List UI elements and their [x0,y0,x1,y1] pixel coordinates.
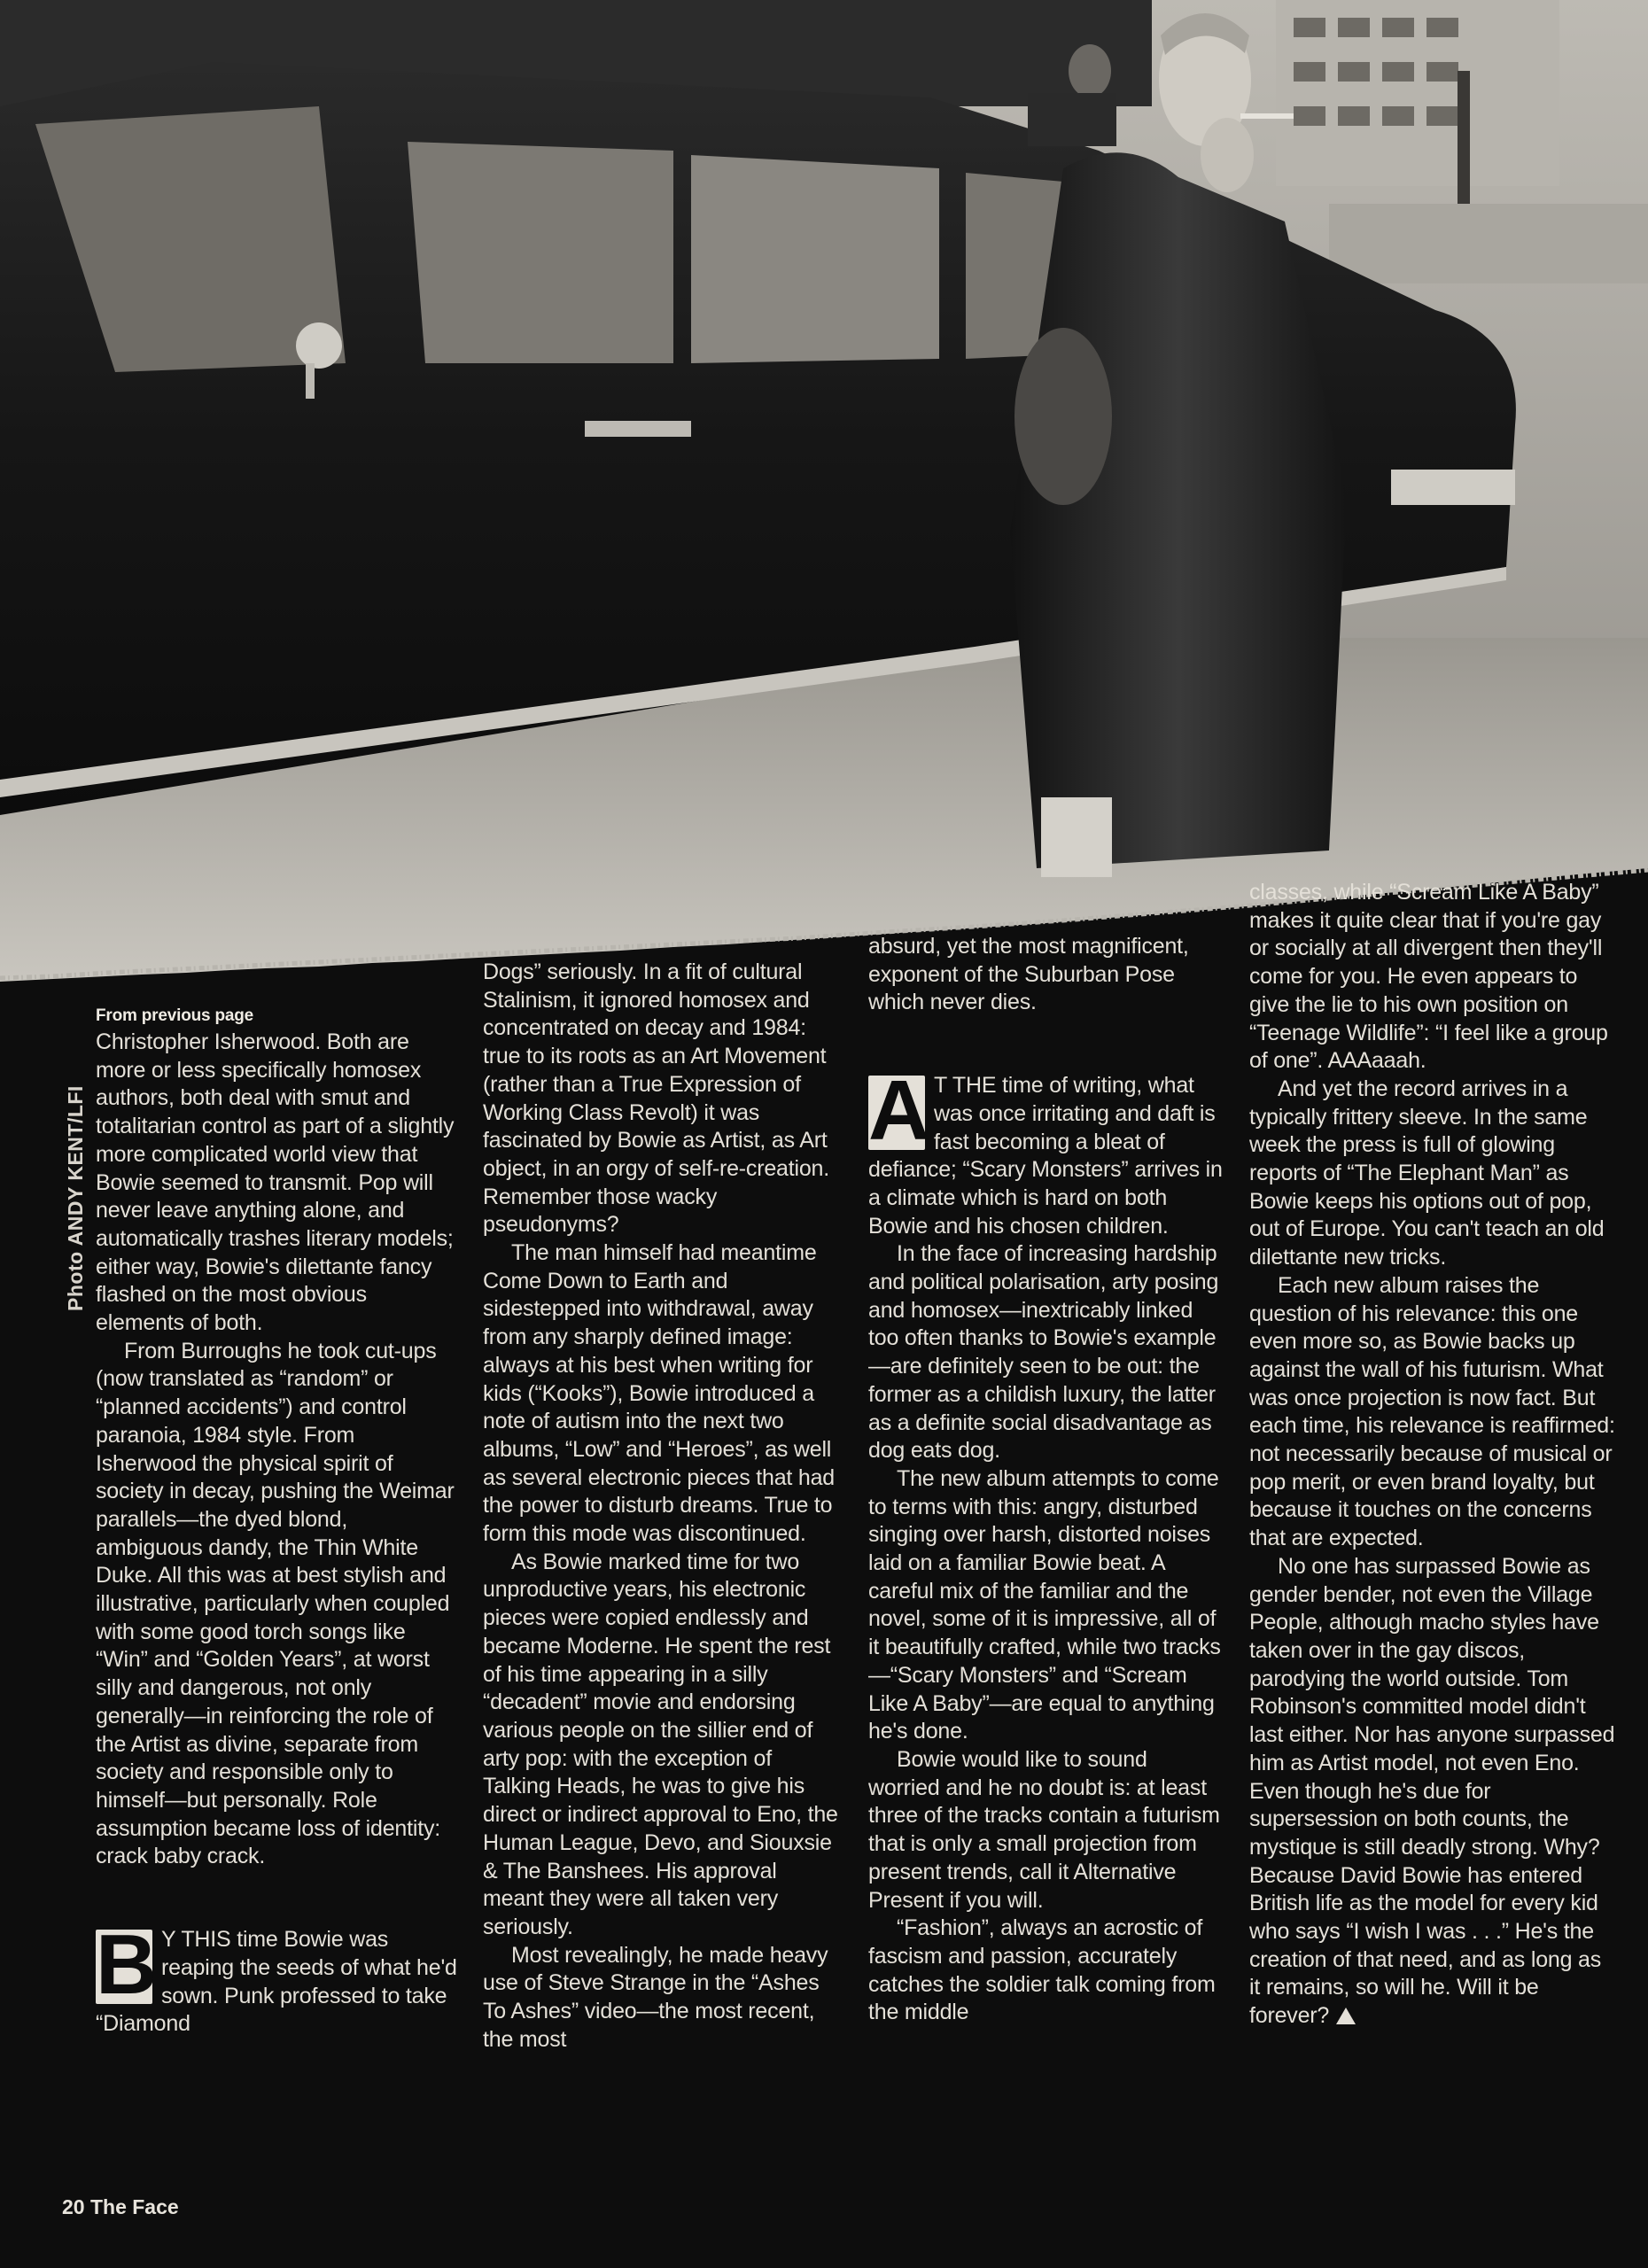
col3-paragraph-4: The new album attempts to come to terms with this: angry, disturbed singing over harsh, distorted noises laid on a familiar Bowie beat. A careful mix of the familiar and the novel, some of it is impressive, all of it beautifully crafted, while two tracks—“Scary Monsters” and “Scream Like A Baby”—are equal to anything he's done. [868,1465,1221,1744]
col4-paragraph-4 [1249,1553,1617,2031]
col2-paragraph-2: The man himself had meantime Come Down to Earth and sidestepped into withdrawal, away from any sharply defined image: always at his best when writing for kids (“Kooks”), Bowie introduced a note of autism into the next two albums, “Low” and “Heroes”, as well as several electronic pieces that had the power to disturb dreams. True to form this mode was discontinued. [483,1240,835,1547]
continued-label: From previous page [96,1006,253,1025]
col1-paragraph-3 [96,1917,459,2039]
column-2 [483,959,842,2054]
end-triangle-icon [1336,2008,1356,2024]
column-1 [96,1006,459,2039]
drop-cap-b: B [96,1917,158,2013]
col3-paragraph-5: Bowie would like to sound worried and he no doubt is: at least three of the tracks contain a futurism that is only a small projection from present trends, call it Alternative Present if you will. [868,1746,1220,1913]
col3-paragraph-3: In the face of increasing hardship and political polarisation, arty posing and homosex—inextricably linked too often thanks to Bowie's example—are definitely seen to be out: the former as a childish luxury, the latter as a definite social disadvantage as dog eats dog. [868,1241,1219,1464]
col3-paragraph-2-text: T THE time of writing, what was once irritating and daft is fast becoming a bleat of defiance; “Scary Monsters” arrives in a climate which is hard on both Bowie and his chosen children. [868,1073,1223,1239]
col4-paragraph-3: Each new album raises the question of his relevance: this one even more so, as Bowie backs up against the wall of his futurism. What was once projection is now fact. But each time, his relevance is reaffirmed: not necessarily because of musical or pop merit, or even brand loyalty, but because it touches on the concerns that are expected. [1249,1272,1615,1551]
col3-paragraph-2 [868,1063,1223,1240]
drop-cap-a: A [868,1063,930,1159]
col1-paragraph-3-text: Y THIS time Bowie was reaping the seeds of what he'd sown. Punk professed to take “Diamond [96,1927,457,2037]
col4-paragraph-4-text: No one has surpassed Bowie as gender bender, not even the Village People, although macho styles have taken over in the gay discos, parodying the world outside. Tom Robinson's committed model didn't last either. Nor has anyone surpassed him as Artist model, not even Eno. Even though he's due for supersession on both counts, the mystique is still deadly strong. Why? Because David Bowie has entered British life as the model for every kid who says “I wish I was . . .” He's the creation of that need, and as long as it remains, so will he. Will it be forever? [1249,1553,1615,2029]
column-4 [1249,879,1617,2031]
col2-paragraph-4: Most revealingly, he made heavy use of Steve Strange in the “Ashes To Ashes” video—the most recent, the most [483,1942,828,2052]
col1-paragraph-2: From Burroughs he took cut-ups (now translated as “random” or “planned accidents”) and control paranoia, 1984 style. From Isherwood the physical spirit of society in decay, pushing the Weimar parallels—the dyed blond, ambiguous dandy, the Thin White Duke. All this was at best stylish and illustrative, particularly when coupled with some good torch songs like “Win” and “Golden Years”, at worst silly and dangerous, not only generally—in reinforcing the role of the Artist as divine, separate from society and responsible only to himself—but personally. Role assumption became loss of identity: crack baby crack. [96,1338,455,1869]
col2-paragraph-1: Dogs” seriously. In a fit of cultural Stalinism, it ignored homosex and concentrated on decay and 1984: true to its roots as an Art Movement (rather than a True Expression of Working Class Revolt) it was fascinated by Bowie as Artist, as Art object, in an orgy of self-re-creation. Remember those wacky pseudonyms? [483,959,830,1238]
col1-paragraph-1: Christopher Isherwood. Both are more or less specifically homosex authors, both deal with smut and totalitarian control as part of a slightly more complicated world view that Bowie seemed to transmit. Pop will never leave anything alone, and automatically trashes literary models; either way, Bowie's dilettante fancy flashed on the most obvious elements of both. [96,1029,455,1336]
col3-paragraph-6: “Fashion”, always an acrostic of fascism and passion, accurately catches the soldier talk coming from the middle [868,1915,1216,2025]
photo-credit: Photo ANDY KENT/LFI [64,1085,87,1311]
col4-paragraph-1: classes, while “Scream Like A Baby” makes it quite clear that if you're gay or socially at all divergent then they'll come for you. He even appears to give the lie to his own position on “Teenage Wildlife”: “I feel like a group of one”. AAAaaah. [1249,880,1608,1074]
col3-paragraph-1: absurd, yet the most magnificent, exponent of the Suburban Pose which never dies. [868,934,1189,1015]
page-folio: 20 The Face [62,2195,179,2218]
col4-paragraph-2: And yet the record arrives in a typically frittery sleeve. In the same week the press is full of glowing reports of “The Elephant Man” as Bowie keeps his options out of pop, out of Europe. You can't teach an old dilettante new tricks. [1249,1076,1605,1270]
col2-paragraph-3: As Bowie marked time for two unproductive years, his electronic pieces were copied endlessly and became Moderne. He spent the rest of his time appearing in a silly “decadent” movie and endorsing various people on the sillier end of arty pop: with the exception of Talking Heads, he was to give his direct or indirect approval to Eno, the Human League, Devo, and Siouxsie & The Banshees. His approval meant they were all taken very seriously. [483,1549,838,1939]
column-3 [868,933,1223,2027]
